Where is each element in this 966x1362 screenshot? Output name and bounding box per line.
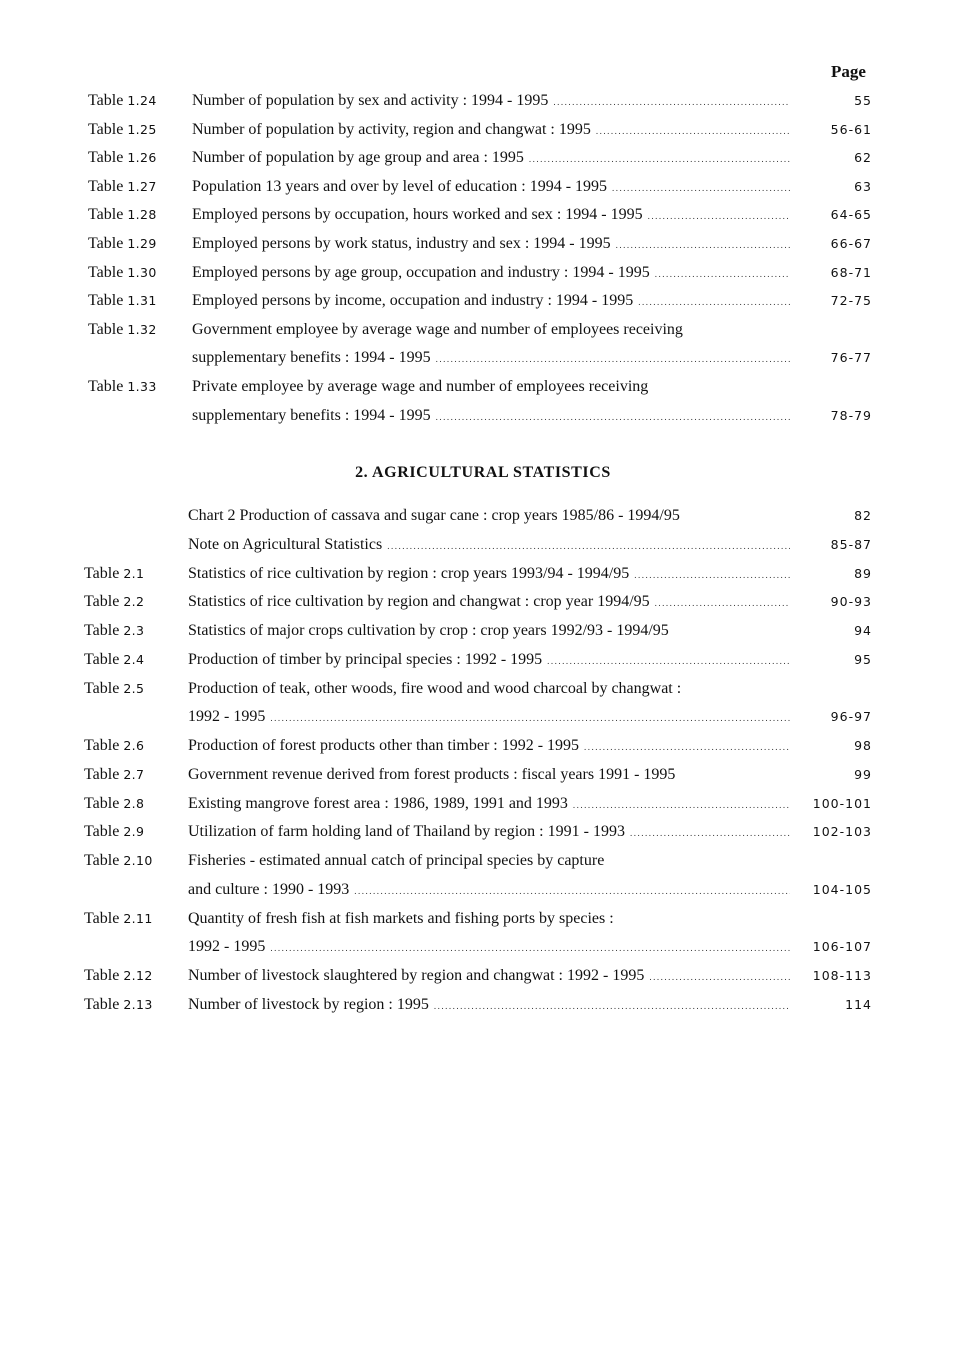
entry-page-number: 98 [854, 738, 872, 753]
toc-entry [0, 849, 966, 873]
entry-page-number: 89 [854, 565, 872, 581]
entry-title: Production of timber by principal species : 1992 - 1995 [188, 650, 543, 668]
entry-page-number: 94 [854, 623, 872, 638]
entry-label-prefix: Table [88, 378, 124, 395]
entry-title-line [192, 146, 790, 171]
dot-leader [548, 90, 790, 114]
entry-label [84, 648, 144, 672]
entry-page-number: 106-107 [812, 939, 872, 955]
entry-title: Employed persons by occupation, hours worked and sex : 1994 - 1995 [192, 206, 643, 224]
entry-label-number: 2.13 [123, 996, 153, 1012]
entry-label-prefix: Table [88, 320, 124, 338]
entry-label-prefix: Table [84, 967, 120, 984]
entry-label-number: 2.9 [123, 824, 145, 840]
entry-title-line [192, 346, 790, 371]
entry-label [84, 792, 144, 816]
entry-label-prefix: Table [84, 909, 120, 927]
entry-label-number: 2.7 [123, 766, 145, 782]
dot-leader [524, 147, 790, 171]
dot-leader [542, 649, 790, 673]
toc-entry [0, 375, 966, 399]
entry-title-line [192, 232, 790, 257]
dot-leader [579, 735, 790, 759]
entry-title-line [188, 677, 790, 701]
dot-leader [349, 879, 790, 903]
toc-entry [0, 677, 966, 701]
entry-title: Note on Agricultural Statistics [188, 535, 383, 553]
entry-title: Government revenue derived from forest products : fiscal years 1991 - 1995 [188, 765, 676, 783]
entry-title: and culture : 1990 - 1993 [188, 880, 350, 898]
entry-label-number: 2.5 [123, 680, 145, 696]
entry-label-number: 2.1 [123, 565, 145, 581]
entry-label-prefix: Table [88, 149, 124, 167]
entry-title: Government employee by average wage and number of employees receiving [192, 320, 683, 338]
page-column-heading: Page [831, 62, 866, 81]
entry-label-number: 1.30 [127, 264, 157, 280]
entry-title-line [188, 820, 790, 845]
toc-entry [0, 289, 966, 313]
entry-label-number: 1.28 [127, 207, 157, 223]
entry-page-number: 100-101 [812, 795, 872, 811]
entry-title: 1992 - 1995 [188, 938, 266, 956]
toc-entry [0, 648, 966, 672]
entry-title-line [192, 318, 790, 342]
entry-label-prefix: Table [88, 263, 124, 281]
dot-leader [607, 176, 790, 200]
dot-leader [382, 534, 790, 558]
entry-label-number: 2.2 [123, 594, 145, 610]
dot-leader [431, 347, 790, 371]
entry-label-prefix: Table [84, 852, 120, 869]
dot-leader [644, 965, 790, 989]
dot-leader [643, 204, 790, 228]
toc-entry [0, 175, 966, 199]
entry-label-number: 1.26 [127, 150, 157, 166]
entry-title: Population 13 years and over by level of education : 1994 - 1995 [192, 177, 608, 195]
entry-title: Number of population by age group and area : 1995 [192, 149, 524, 167]
dot-leader [629, 563, 790, 587]
dot-leader [611, 233, 790, 257]
entry-label-prefix: Table [84, 650, 120, 668]
entry-label [84, 849, 153, 873]
entry-label [88, 318, 157, 342]
entry-page-number: 114 [845, 996, 872, 1012]
entry-title-line [192, 203, 790, 228]
entry-title: Production of forest products other than timber : 1992 - 1995 [188, 737, 580, 754]
entry-title: Fisheries - estimated annual catch of principal species by capture [188, 852, 605, 869]
entry-label [88, 203, 157, 227]
entry-label [84, 993, 153, 1017]
dot-leader [625, 821, 790, 845]
entry-page-number: 62 [854, 150, 872, 166]
toc-entry [0, 878, 966, 902]
entry-title: Number of livestock slaughtered by region and changwat : 1992 - 1995 [188, 967, 645, 984]
entry-label-prefix: Table [88, 235, 124, 252]
entry-title-line [188, 705, 790, 730]
dot-leader [633, 290, 790, 314]
entry-page-number: 63 [854, 178, 872, 194]
entry-page-number: 72-75 [830, 293, 872, 309]
dot-leader [429, 994, 790, 1018]
entry-label-number: 1.25 [127, 121, 157, 137]
entry-title: Existing mangrove forest area : 1986, 1989, 1991 and 1993 [188, 794, 568, 812]
toc-entry [0, 346, 966, 370]
entry-title: Private employee by average wage and number of employees receiving [192, 378, 649, 395]
entry-title-line [192, 89, 790, 114]
entry-title: Statistics of major crops cultivation by crop : crop years 1992/93 - 1994/95 [188, 622, 669, 639]
entry-page-number: 85-87 [830, 536, 872, 552]
entry-title-line [188, 993, 790, 1018]
entry-label [84, 820, 144, 844]
entry-page-number: 102-103 [812, 824, 872, 840]
entry-label-prefix: Table [88, 177, 124, 195]
entry-label-number: 1.24 [127, 93, 157, 108]
toc-entry [0, 533, 966, 557]
entry-label [84, 964, 153, 988]
entry-title: Utilization of farm holding land of Thailand by region : 1991 - 1993 [188, 823, 625, 841]
entry-title: supplementary benefits : 1994 - 1995 [192, 406, 431, 424]
toc-entry [0, 590, 966, 614]
entry-title-line [188, 878, 790, 903]
entry-label-number: 1.32 [127, 321, 157, 337]
entry-label [88, 89, 157, 113]
entry-title-line [188, 792, 790, 817]
entry-title: 1992 - 1995 [188, 708, 266, 726]
entry-title-line [188, 734, 790, 759]
entry-page-number: 108-113 [812, 968, 872, 983]
entry-label-number: 2.11 [123, 910, 153, 926]
entry-label [88, 146, 157, 170]
entry-page-number: 95 [854, 651, 872, 667]
entry-title-line [188, 504, 790, 528]
dot-leader [265, 936, 790, 960]
toc-entry [0, 261, 966, 285]
toc-entry [0, 763, 966, 787]
toc-entry [0, 562, 966, 586]
entry-title: Employed persons by income, occupation and industry : 1994 - 1995 [192, 292, 634, 310]
toc-entry [0, 146, 966, 170]
entry-label-prefix: Table [84, 679, 120, 697]
entry-label-prefix: Table [84, 564, 120, 582]
toc-entry [0, 820, 966, 844]
toc-entry [0, 504, 966, 528]
toc-entry [0, 993, 966, 1017]
entry-title: Employed persons by work status, industry and sex : 1994 - 1995 [192, 235, 611, 252]
entry-title: Number of livestock by region : 1995 [188, 995, 429, 1013]
entry-label [84, 590, 144, 614]
entry-label [84, 907, 153, 931]
toc-entry [0, 705, 966, 729]
entry-title-line [188, 562, 790, 587]
entry-title-line [192, 289, 790, 314]
entry-label-number: 2.10 [123, 853, 153, 868]
entry-label-number: 1.31 [127, 293, 157, 309]
toc-entry [0, 318, 966, 342]
dot-leader [650, 262, 790, 286]
entry-label [84, 763, 144, 787]
section-2-heading: 2. AGRICULTURAL STATISTICS [355, 464, 611, 481]
toc-entry [0, 964, 966, 988]
entry-page-number: 56-61 [830, 121, 872, 137]
toc-entry [0, 907, 966, 931]
toc-entry [0, 232, 966, 256]
entry-title: Production of teak, other woods, fire wood and wood charcoal by changwat : [188, 679, 682, 697]
entry-title-line [188, 763, 790, 787]
entry-label-prefix: Table [84, 765, 120, 783]
entry-label [88, 375, 157, 399]
entry-title-line [188, 533, 790, 558]
entry-title: Employed persons by age group, occupation and industry : 1994 - 1995 [192, 263, 650, 281]
entry-label-number: 2.12 [123, 968, 153, 983]
entry-label-prefix: Table [84, 593, 120, 611]
entry-page-number: 68-71 [830, 264, 872, 280]
dot-leader [650, 591, 790, 615]
dot-leader [431, 405, 790, 429]
entry-title: supplementary benefits : 1994 - 1995 [192, 349, 431, 367]
entry-label [84, 562, 144, 586]
entry-title: Quantity of fresh fish at fish markets and fishing ports by species : [188, 909, 614, 927]
entry-label-number: 2.8 [123, 795, 145, 811]
toc-entry [0, 89, 966, 113]
entry-title: Number of population by activity, region and changwat : 1995 [192, 120, 591, 138]
entry-title-line [188, 964, 790, 989]
entry-title: Statistics of rice cultivation by region and changwat : crop year 1994/95 [188, 593, 650, 611]
entry-label-number: 1.27 [127, 178, 157, 194]
entry-title-line [188, 648, 790, 673]
entry-label-prefix: Table [88, 206, 124, 224]
dot-leader [568, 793, 790, 817]
entry-title-line [188, 619, 790, 643]
entry-label [88, 175, 157, 199]
entry-label-number: 2.4 [123, 651, 145, 667]
toc-entry [0, 404, 966, 428]
entry-label-prefix: Table [84, 794, 120, 812]
toc-entry [0, 792, 966, 816]
entry-label-prefix: Table [84, 823, 120, 841]
entry-page-number: 104-105 [812, 881, 872, 897]
entry-page-number: 64-65 [830, 207, 872, 223]
entry-label [88, 261, 157, 285]
entry-label [88, 232, 157, 256]
entry-title-line [188, 590, 790, 615]
toc-entry [0, 935, 966, 959]
entry-label-prefix: Table [84, 737, 120, 754]
entry-page-number: 99 [854, 766, 872, 782]
entry-label-number: 2.6 [123, 738, 145, 753]
entry-label-prefix: Table [88, 292, 124, 310]
entry-page-number: 82 [854, 508, 872, 523]
entry-label [88, 118, 157, 142]
entry-label-number: 2.3 [123, 623, 145, 638]
entry-label [84, 734, 144, 758]
entry-title-line [188, 935, 790, 960]
entry-page-number: 78-79 [830, 407, 872, 423]
dot-leader [265, 706, 790, 730]
entry-title-line [192, 118, 790, 143]
entry-title-line [188, 849, 790, 873]
entry-label-prefix: Table [88, 92, 124, 109]
entry-page-number: 55 [854, 93, 872, 108]
toc-entry [0, 734, 966, 758]
entry-page-number: 96-97 [830, 709, 872, 725]
entry-label-number: 1.29 [127, 236, 157, 251]
entry-page-number: 76-77 [830, 350, 872, 366]
entry-title: Chart 2 Production of cassava and sugar cane : crop years 1985/86 - 1994/95 [188, 507, 680, 524]
entry-label [88, 289, 157, 313]
entry-title-line [192, 261, 790, 286]
entry-label [84, 677, 144, 701]
toc-entry [0, 619, 966, 643]
entry-title: Statistics of rice cultivation by region : crop years 1993/94 - 1994/95 [188, 564, 630, 582]
toc-entry [0, 118, 966, 142]
entry-page-number: 90-93 [830, 594, 872, 610]
entry-title-line [188, 907, 790, 931]
toc-entry [0, 203, 966, 227]
entry-label-prefix: Table [84, 995, 120, 1013]
entry-title-line [192, 375, 790, 399]
entry-title-line [192, 175, 790, 200]
entry-page-number: 66-67 [830, 236, 872, 251]
entry-title: Number of population by sex and activity : 1994 - 1995 [192, 92, 549, 109]
entry-title-line [192, 404, 790, 429]
entry-label [84, 619, 144, 643]
entry-label-prefix: Table [88, 120, 124, 138]
dot-leader [591, 119, 790, 143]
entry-label-number: 1.33 [127, 379, 157, 394]
entry-label-prefix: Table [84, 622, 120, 639]
